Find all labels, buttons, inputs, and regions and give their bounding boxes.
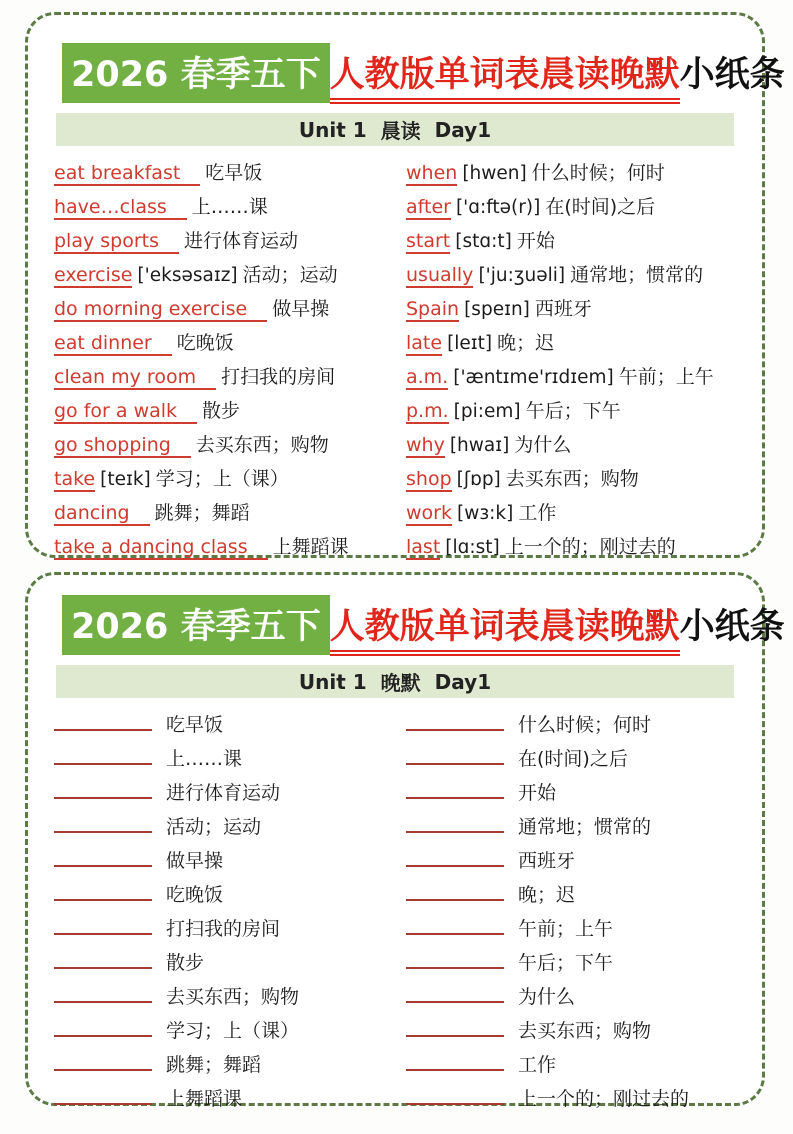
blank-line <box>406 777 504 799</box>
chinese-meaning: 午后；下午 <box>525 400 621 422</box>
english-word: start <box>406 230 451 252</box>
dictation-entry <box>406 1048 746 1082</box>
vocab-entry <box>54 258 406 292</box>
chinese-meaning: 吃晚饭 <box>166 884 224 906</box>
english-word: exercise <box>54 264 133 286</box>
phonetic: [speɪn] <box>464 299 530 320</box>
dictation-entry <box>54 844 406 878</box>
title-suffix: 小纸条 <box>679 55 785 95</box>
chinese-meaning: 去买东西；购物 <box>505 468 639 490</box>
dictation-entry <box>406 912 746 946</box>
chinese-meaning: 吃晚饭 <box>176 332 234 354</box>
chinese-meaning: 吃早饭 <box>205 162 263 184</box>
dictation-entry <box>406 742 746 776</box>
dictation-entry <box>54 1048 406 1082</box>
vocab-entry <box>406 360 746 394</box>
english-word: work <box>406 502 452 524</box>
vocab-entry <box>406 394 746 428</box>
chinese-meaning: 学习；上（课） <box>166 1020 300 1042</box>
blank-line <box>406 913 504 935</box>
phonetic: ['æntɪme'rɪdɪem] <box>453 367 614 388</box>
chinese-meaning: 什么时候；何时 <box>518 714 652 736</box>
phonetic: ['ju:ʒuəli] <box>478 265 566 286</box>
dictation-entry <box>54 946 406 980</box>
phonetic: ['eksəsaɪz] <box>137 265 238 286</box>
dictation-columns <box>54 708 762 1116</box>
blank-line <box>406 879 504 901</box>
vocab-column-right <box>406 156 746 564</box>
chinese-meaning: 上一个的；刚过去的 <box>518 1088 690 1110</box>
vocab-entry <box>54 394 406 428</box>
vocab-entry <box>406 462 746 496</box>
vocab-entry <box>54 530 406 564</box>
phonetic: [lɑ:st] <box>445 537 500 558</box>
sheet-morning-reading <box>25 12 785 558</box>
english-word: clean my room <box>54 366 216 390</box>
blank-line <box>406 1015 504 1037</box>
chinese-meaning: 去买东西；购物 <box>195 434 329 456</box>
chinese-meaning: 打扫我的房间 <box>166 918 281 940</box>
chinese-meaning: 上一个的；刚过去的 <box>504 536 676 558</box>
english-word: after <box>406 196 451 218</box>
vocab-entry <box>54 224 406 258</box>
chinese-meaning: 为什么 <box>514 434 572 456</box>
vocab-entry <box>406 292 746 326</box>
chinese-meaning: 进行体育运动 <box>166 782 281 804</box>
english-word: take a dancing class <box>54 536 268 560</box>
title-badge: 2026 春季五下 <box>62 43 330 103</box>
chinese-meaning: 西班牙 <box>534 298 592 320</box>
english-word: usually <box>406 264 474 286</box>
chinese-meaning: 在(时间)之后 <box>518 748 628 770</box>
chinese-meaning: 上舞蹈课 <box>166 1088 243 1110</box>
dictation-entry <box>406 946 746 980</box>
vocab-entry <box>54 496 406 530</box>
vocab-entry <box>406 496 746 530</box>
dictation-entry <box>54 742 406 776</box>
chinese-meaning: 去买东西；购物 <box>518 1020 652 1042</box>
chinese-meaning: 散步 <box>166 952 205 974</box>
blank-line <box>54 743 152 765</box>
chinese-meaning: 进行体育运动 <box>184 230 299 252</box>
vocab-entry <box>406 326 746 360</box>
chinese-meaning: 晚；迟 <box>518 884 576 906</box>
english-word: eat breakfast <box>54 162 200 186</box>
title-suffix: 小纸条 <box>679 607 785 647</box>
title-red-text: 人教版单词表晨读晚默 <box>330 599 680 656</box>
mode-label: 晨读 <box>380 119 421 143</box>
dictation-entry <box>406 1082 746 1116</box>
vocab-entry <box>406 190 746 224</box>
chinese-meaning: 做早操 <box>272 298 330 320</box>
blank-line <box>406 1049 504 1071</box>
chinese-meaning: 跳舞；舞蹈 <box>166 1054 262 1076</box>
blank-line <box>54 845 152 867</box>
english-word: take <box>54 468 96 490</box>
vocab-entry <box>406 428 746 462</box>
phonetic: [hwaɪ] <box>449 435 510 456</box>
vocab-column-left <box>54 156 406 564</box>
vocab-entry <box>54 292 406 326</box>
phonetic: [wɜ:k] <box>456 503 514 524</box>
chinese-meaning: 工作 <box>518 502 557 524</box>
english-word: shop <box>406 468 452 490</box>
blank-line <box>406 845 504 867</box>
blank-line <box>54 981 152 1003</box>
chinese-meaning: 开始 <box>516 230 555 252</box>
chinese-meaning: 通常地；惯常的 <box>518 816 652 838</box>
dictation-entry <box>406 810 746 844</box>
chinese-meaning: 什么时候；何时 <box>531 162 665 184</box>
english-word: when <box>406 162 458 184</box>
english-word: a.m. <box>406 366 449 388</box>
blank-line <box>406 743 504 765</box>
chinese-meaning: 活动；运动 <box>166 816 262 838</box>
chinese-meaning: 做早操 <box>166 850 224 872</box>
dictation-column-left <box>54 708 406 1116</box>
chinese-meaning: 学习；上（课） <box>155 468 289 490</box>
english-word: late <box>406 332 443 354</box>
chinese-meaning: 散步 <box>202 400 241 422</box>
chinese-meaning: 上舞蹈课 <box>272 536 349 558</box>
blank-line <box>406 947 504 969</box>
english-word: eat dinner <box>54 332 172 356</box>
title-badge: 2026 春季五下 <box>62 595 330 655</box>
dictation-entry <box>406 980 746 1014</box>
phonetic: ['ɑ:ftə(r)] <box>455 197 541 218</box>
chinese-meaning: 午后；下午 <box>518 952 614 974</box>
vocab-entry <box>54 462 406 496</box>
chinese-meaning: 跳舞；舞蹈 <box>154 502 250 524</box>
english-word: dancing <box>54 502 150 526</box>
vocab-entry <box>54 428 406 462</box>
blank-line <box>54 777 152 799</box>
chinese-meaning: 工作 <box>518 1054 557 1076</box>
blank-line <box>406 981 504 1003</box>
dictation-entry <box>54 810 406 844</box>
blank-line <box>406 811 504 833</box>
page-title <box>62 43 785 104</box>
chinese-meaning: 打扫我的房间 <box>221 366 336 388</box>
title-red-text: 人教版单词表晨读晚默 <box>330 47 680 104</box>
vocab-entry <box>406 156 746 190</box>
chinese-meaning: 午前；上午 <box>518 918 614 940</box>
mode-label: 晚默 <box>380 671 421 695</box>
phonetic: [leɪt] <box>447 333 493 354</box>
chinese-meaning: 在(时间)之后 <box>545 196 656 218</box>
dictation-entry <box>54 912 406 946</box>
english-word: Spain <box>406 298 460 320</box>
chinese-meaning: 开始 <box>518 782 557 804</box>
phonetic: [ʃɒp] <box>456 469 501 490</box>
dictation-entry <box>54 878 406 912</box>
english-word: have…class <box>54 196 187 220</box>
blank-line <box>54 709 152 731</box>
chinese-meaning: 为什么 <box>518 986 576 1008</box>
sheet-evening-dictation <box>25 572 785 1110</box>
dictation-entry <box>54 708 406 742</box>
unit-label: Unit 1 <box>298 669 367 694</box>
vocab-entry <box>54 360 406 394</box>
page-title <box>62 595 785 656</box>
blank-line <box>406 1083 504 1105</box>
vocab-entry <box>406 258 746 292</box>
vocab-entry <box>54 190 406 224</box>
vocab-entry <box>54 326 406 360</box>
day-label: Day1 <box>434 669 492 694</box>
chinese-meaning: 上……课 <box>166 748 243 770</box>
english-word: p.m. <box>406 400 449 422</box>
chinese-meaning: 去买东西；购物 <box>166 986 300 1008</box>
chinese-meaning: 午前；上午 <box>618 366 714 388</box>
english-word: why <box>406 434 445 456</box>
english-word: go shopping <box>54 434 191 458</box>
english-word: do morning exercise <box>54 298 267 322</box>
vocab-entry <box>406 224 746 258</box>
dictation-column-right <box>406 708 746 1116</box>
day-label: Day1 <box>434 117 492 142</box>
dictation-entry <box>54 1014 406 1048</box>
dictation-entry <box>406 844 746 878</box>
phonetic: [pi:em] <box>453 401 521 422</box>
blank-line <box>54 913 152 935</box>
phonetic: [hwen] <box>462 163 527 184</box>
phonetic: [stɑ:t] <box>455 231 512 252</box>
vocab-entry <box>54 156 406 190</box>
dictation-entry <box>406 708 746 742</box>
blank-line <box>406 709 504 731</box>
chinese-meaning: 活动；运动 <box>242 264 338 286</box>
dictation-entry <box>54 980 406 1014</box>
dictation-entry <box>406 1014 746 1048</box>
chinese-meaning: 西班牙 <box>518 850 576 872</box>
dictation-entry <box>54 1082 406 1116</box>
dictation-entry <box>54 776 406 810</box>
chinese-meaning: 吃早饭 <box>166 714 224 736</box>
vocab-entry <box>406 530 746 564</box>
unit-label: Unit 1 <box>298 117 367 142</box>
unit-bar-evening <box>56 665 734 698</box>
blank-line <box>54 1015 152 1037</box>
chinese-meaning: 上……课 <box>191 196 268 218</box>
english-word: go for a walk <box>54 400 197 424</box>
blank-line <box>54 811 152 833</box>
english-word: play sports <box>54 230 179 254</box>
dictation-entry <box>406 878 746 912</box>
unit-bar-morning <box>56 113 734 146</box>
english-word: last <box>406 536 441 558</box>
dictation-entry <box>406 776 746 810</box>
chinese-meaning: 晚；迟 <box>497 332 555 354</box>
blank-line <box>54 879 152 901</box>
blank-line <box>54 947 152 969</box>
chinese-meaning: 通常地；惯常的 <box>570 264 704 286</box>
vocab-columns <box>54 156 762 564</box>
blank-line <box>54 1049 152 1071</box>
phonetic: [teɪk] <box>100 469 151 490</box>
blank-line <box>54 1083 152 1105</box>
